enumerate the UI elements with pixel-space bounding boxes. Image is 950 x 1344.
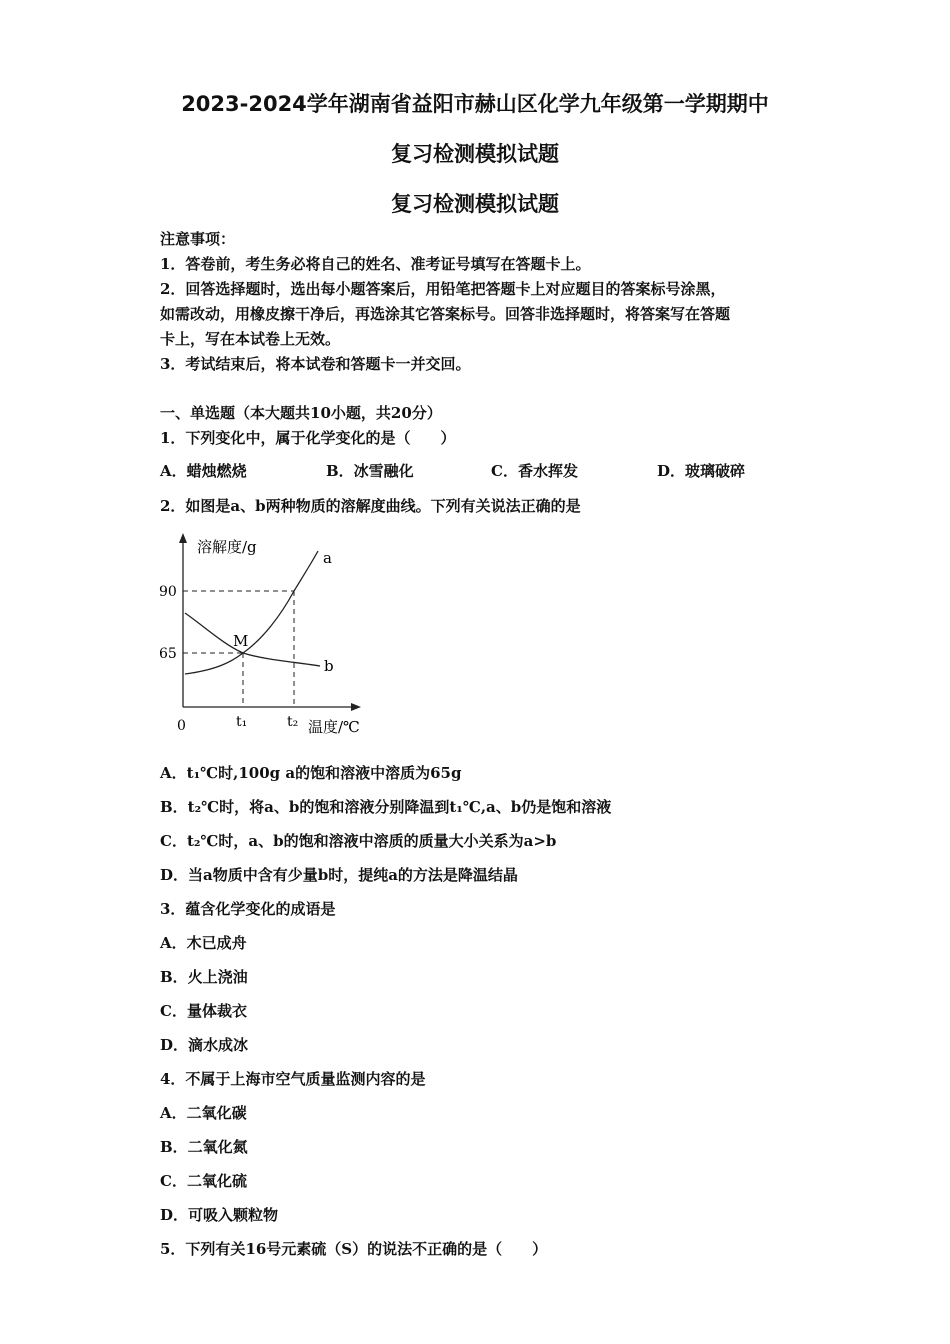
x-tick-t1: t₁ bbox=[236, 714, 248, 730]
solubility-chart bbox=[155, 527, 370, 745]
q2-option-c: C．t₂℃时，a、b的饱和溶液中溶质的质量大小关系为a>b bbox=[160, 832, 557, 850]
q5-stem: 5．下列有关16号元素硫（S）的说法不正确的是（ ） bbox=[160, 1240, 548, 1258]
q3-option-a: A．木已成舟 bbox=[160, 934, 247, 952]
series-b-label: b bbox=[324, 657, 334, 675]
q2-option-d: D．当a物质中含有少量b时，提纯a的方法是降温结晶 bbox=[160, 866, 518, 884]
notice-line-1: 1．答卷前，考生务必将自己的姓名、准考证号填写在答题卡上。 bbox=[160, 255, 591, 273]
title-line-2: 复习检测模拟试题 bbox=[391, 142, 559, 166]
y-tick-65: 65 bbox=[159, 646, 177, 662]
x-axis-label: 温度/℃ bbox=[308, 718, 360, 736]
section-heading: 一、单选题（本大题共10小题，共20分） bbox=[160, 404, 442, 422]
q1-stem: 1．下列变化中，属于化学变化的是（ ） bbox=[160, 429, 456, 447]
origin-label: 0 bbox=[177, 718, 186, 734]
q1-option-c: C．香水挥发 bbox=[491, 462, 578, 480]
series-a-label: a bbox=[323, 549, 332, 567]
notice-heading: 注意事项： bbox=[160, 230, 236, 248]
q3-stem: 3．蕴含化学变化的成语是 bbox=[160, 900, 336, 918]
notice-line-2: 2．回答选择题时，选出每小题答案后，用铅笔把答题卡上对应题目的答案标号涂黑， bbox=[160, 280, 726, 298]
notice-line-4: 卡上，写在本试卷上无效。 bbox=[160, 330, 341, 348]
q4-option-b: B．二氧化氮 bbox=[160, 1138, 248, 1156]
y-tick-90: 90 bbox=[159, 584, 177, 600]
notice-line-3: 如需改动，用橡皮擦干净后，再选涂其它答案标号。回答非选择题时，将答案写在答题 bbox=[160, 305, 731, 323]
q3-option-b: B．火上浇油 bbox=[160, 968, 248, 986]
y-axis-arrow bbox=[179, 533, 187, 543]
y-axis-label: 溶解度/g bbox=[197, 538, 257, 556]
notice-line-5: 3．考试结束后，将本试卷和答题卡一并交回。 bbox=[160, 355, 471, 373]
q2-option-a: A．t₁℃时,100g a的饱和溶液中溶质为65g bbox=[160, 764, 462, 782]
q4-option-c: C．二氧化硫 bbox=[160, 1172, 247, 1190]
x-axis-arrow bbox=[351, 703, 361, 711]
q3-option-d: D．滴水成冰 bbox=[160, 1036, 249, 1054]
title-line-1: 2023-2024学年湖南省益阳市赫山区化学九年级第一学期期中 bbox=[181, 92, 769, 116]
curve-b bbox=[185, 613, 320, 666]
q1-option-b: B．冰雪融化 bbox=[326, 462, 414, 480]
x-tick-t2: t₂ bbox=[287, 714, 299, 730]
title-line-3: 复习检测模拟试题 bbox=[391, 192, 559, 216]
q4-option-a: A．二氧化碳 bbox=[160, 1104, 247, 1122]
intersection-label: M bbox=[233, 632, 249, 650]
q1-option-a: A．蜡烛燃烧 bbox=[160, 462, 247, 480]
q2-stem: 2．如图是a、b两种物质的溶解度曲线。下列有关说法正确的是 bbox=[160, 497, 581, 515]
q4-option-d: D．可吸入颗粒物 bbox=[160, 1206, 279, 1224]
q2-option-b: B．t₂℃时，将a、b的饱和溶液分别降温到t₁℃,a、b仍是饱和溶液 bbox=[160, 798, 612, 816]
q3-option-c: C．量体裁衣 bbox=[160, 1002, 247, 1020]
q4-stem: 4．不属于上海市空气质量监测内容的是 bbox=[160, 1070, 426, 1088]
q1-option-d: D．玻璃破碎 bbox=[657, 462, 746, 480]
